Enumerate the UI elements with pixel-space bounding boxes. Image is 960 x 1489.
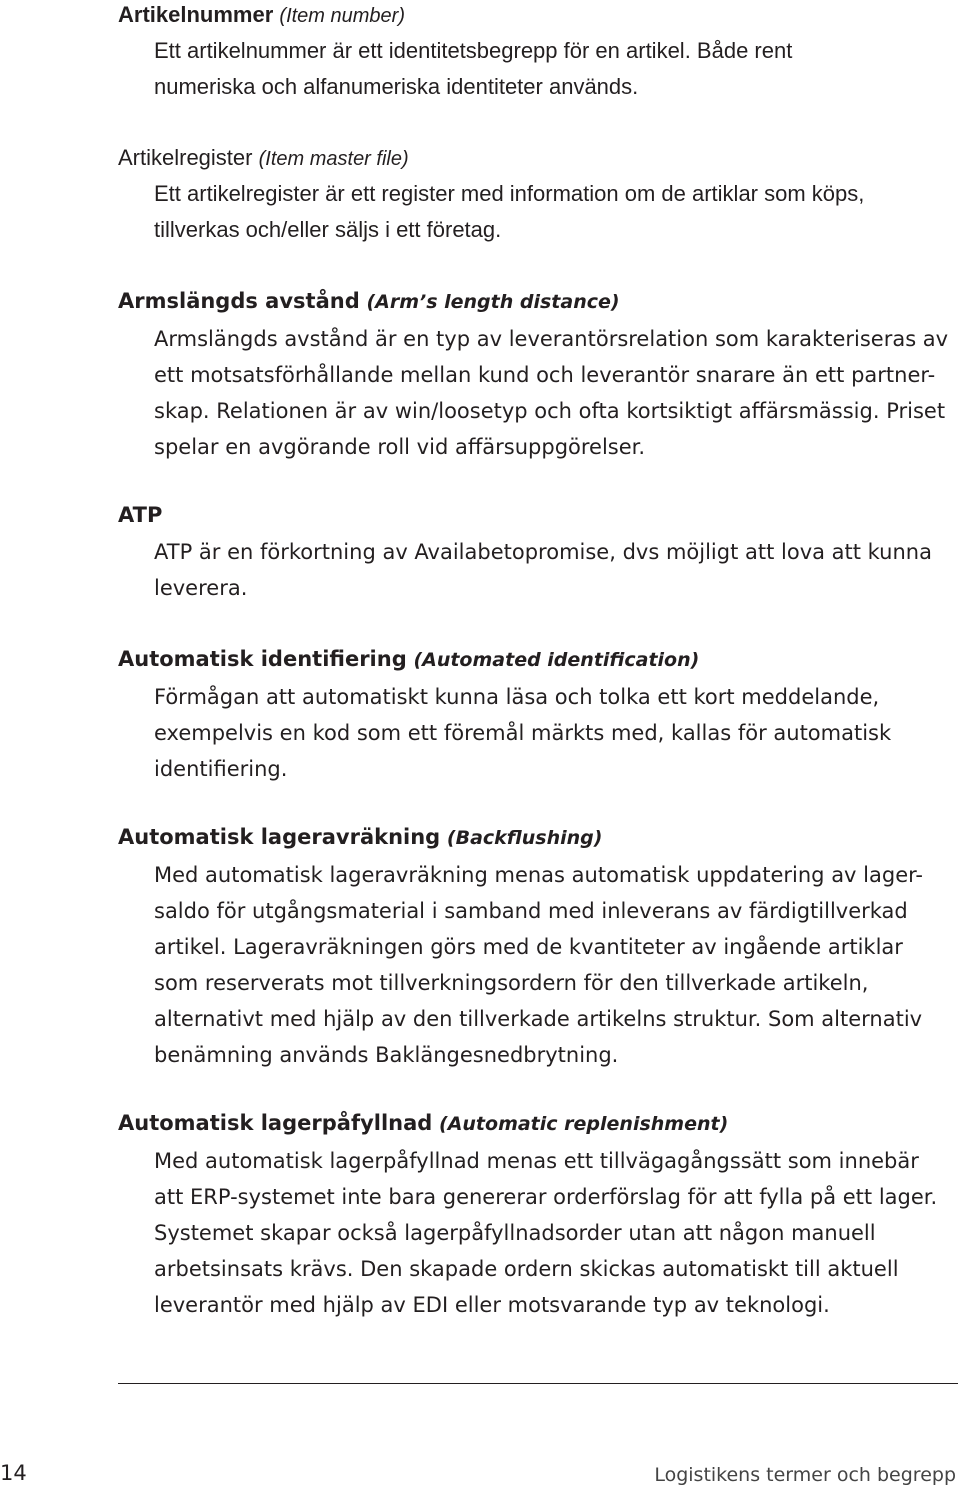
entry-english-term: (Arm’s length distance)	[366, 291, 620, 313]
entry-heading	[118, 286, 954, 317]
definition-line: att ERP-systemet inte bara genererar orderförslag för att fylla på ett lager.	[154, 1185, 938, 1209]
entry-term: Automatisk identifiering	[118, 647, 407, 671]
definition-line: leverera.	[154, 576, 248, 600]
entry-heading	[118, 143, 954, 174]
glossary-entry	[118, 822, 954, 1073]
definition-line: Systemet skapar också lagerpåfyllnadsorder utan att någon manuell	[154, 1221, 876, 1245]
definition-line: Armslängds avstånd är en typ av leverantörsrelation som karakteriseras av	[154, 327, 949, 351]
entry-heading	[118, 644, 954, 675]
glossary-entry	[118, 143, 954, 248]
definition-line: Ett artikelregister är ett register med information om de artiklar som köps,	[154, 181, 865, 206]
entry-definition	[154, 1143, 954, 1323]
glossary-entry	[118, 500, 954, 606]
glossary-entry	[118, 1108, 954, 1323]
definition-line: tillverkas och/eller säljs i ett företag.	[154, 217, 502, 242]
definition-line: benämning används Baklängesnedbrytning.	[154, 1043, 619, 1067]
definition-line: leverantör med hjälp av EDI eller motsvarande typ av teknologi.	[154, 1293, 830, 1317]
definition-line: Med automatisk lagerpåfyllnad menas ett tillvägagångssätt som innebär	[154, 1149, 919, 1173]
entry-term: Armslängds avstånd	[118, 289, 360, 313]
entry-english-term: (Item master file)	[258, 148, 409, 170]
entry-english-term: (Item number)	[279, 5, 405, 27]
entry-term: Artikelnummer	[118, 2, 274, 27]
footer-divider	[118, 1383, 958, 1384]
glossary-entry	[118, 286, 954, 465]
definition-line: saldo för utgångsmaterial i samband med inleverans av färdigtillverkad	[154, 899, 908, 923]
entry-heading	[118, 822, 954, 853]
glossary-entry	[118, 644, 954, 787]
entry-definition	[154, 857, 954, 1073]
definition-line: Ett artikelnummer är ett identitetsbegrepp för en artikel. Både rent	[154, 38, 793, 63]
entry-definition	[154, 534, 954, 606]
entry-term: Automatisk lageravräkning	[118, 825, 441, 849]
entry-english-term: (Automated identification)	[413, 649, 700, 671]
definition-line: ATP är en förkortning av Availabetopromise, dvs möjligt att lova att kunna	[154, 540, 932, 564]
definition-line: ett motsatsförhållande mellan kund och leverantör snarare än ett partner-	[154, 363, 936, 387]
definition-line: exempelvis en kod som ett föremål märkts med, kallas för automatisk	[154, 721, 892, 745]
definition-line: Förmågan att automatiskt kunna läsa och tolka ett kort meddelande,	[154, 685, 880, 709]
entry-heading	[118, 0, 954, 31]
page-number: 14	[0, 1461, 27, 1485]
entry-english-term: (Backflushing)	[446, 827, 603, 849]
entry-heading	[118, 500, 954, 530]
definition-line: arbetsinsats krävs. Den skapade ordern skickas automatiskt till aktuell	[154, 1257, 899, 1281]
definition-line: identifiering.	[154, 757, 288, 781]
entry-heading	[118, 1108, 954, 1139]
entry-definition	[154, 321, 954, 465]
definition-line: som reserverats mot tillverkningsordern för den tillverkade artikeln,	[154, 971, 869, 995]
definition-line: spelar en avgörande roll vid affärsuppgörelser.	[154, 435, 646, 459]
definition-line: Med automatisk lageravräkning menas automatisk uppdatering av lager-	[154, 863, 923, 887]
definition-line: numeriska och alfanumeriska identiteter används.	[154, 74, 639, 99]
entry-term: Automatisk lagerpåfyllnad	[118, 1111, 433, 1135]
definition-line: skap. Relationen är av win/loosetyp och ofta kortsiktigt affärsmässig. Priset	[154, 399, 946, 423]
entry-definition	[154, 679, 954, 787]
entry-definition	[154, 33, 954, 105]
entry-definition	[154, 176, 954, 248]
running-footer-title: Logistikens termer och begrepp	[654, 1464, 956, 1486]
definition-line: alternativt med hjälp av den tillverkade artikelns struktur. Som alternativ	[154, 1007, 923, 1031]
definition-line: artikel. Lageravräkningen görs med de kvantiteter av ingående artiklar	[154, 935, 903, 959]
entry-english-term: (Automatic replenishment)	[439, 1113, 729, 1135]
entry-term: ATP	[118, 503, 163, 527]
glossary-entry	[118, 0, 954, 105]
entry-term: Artikelregister	[118, 145, 253, 170]
